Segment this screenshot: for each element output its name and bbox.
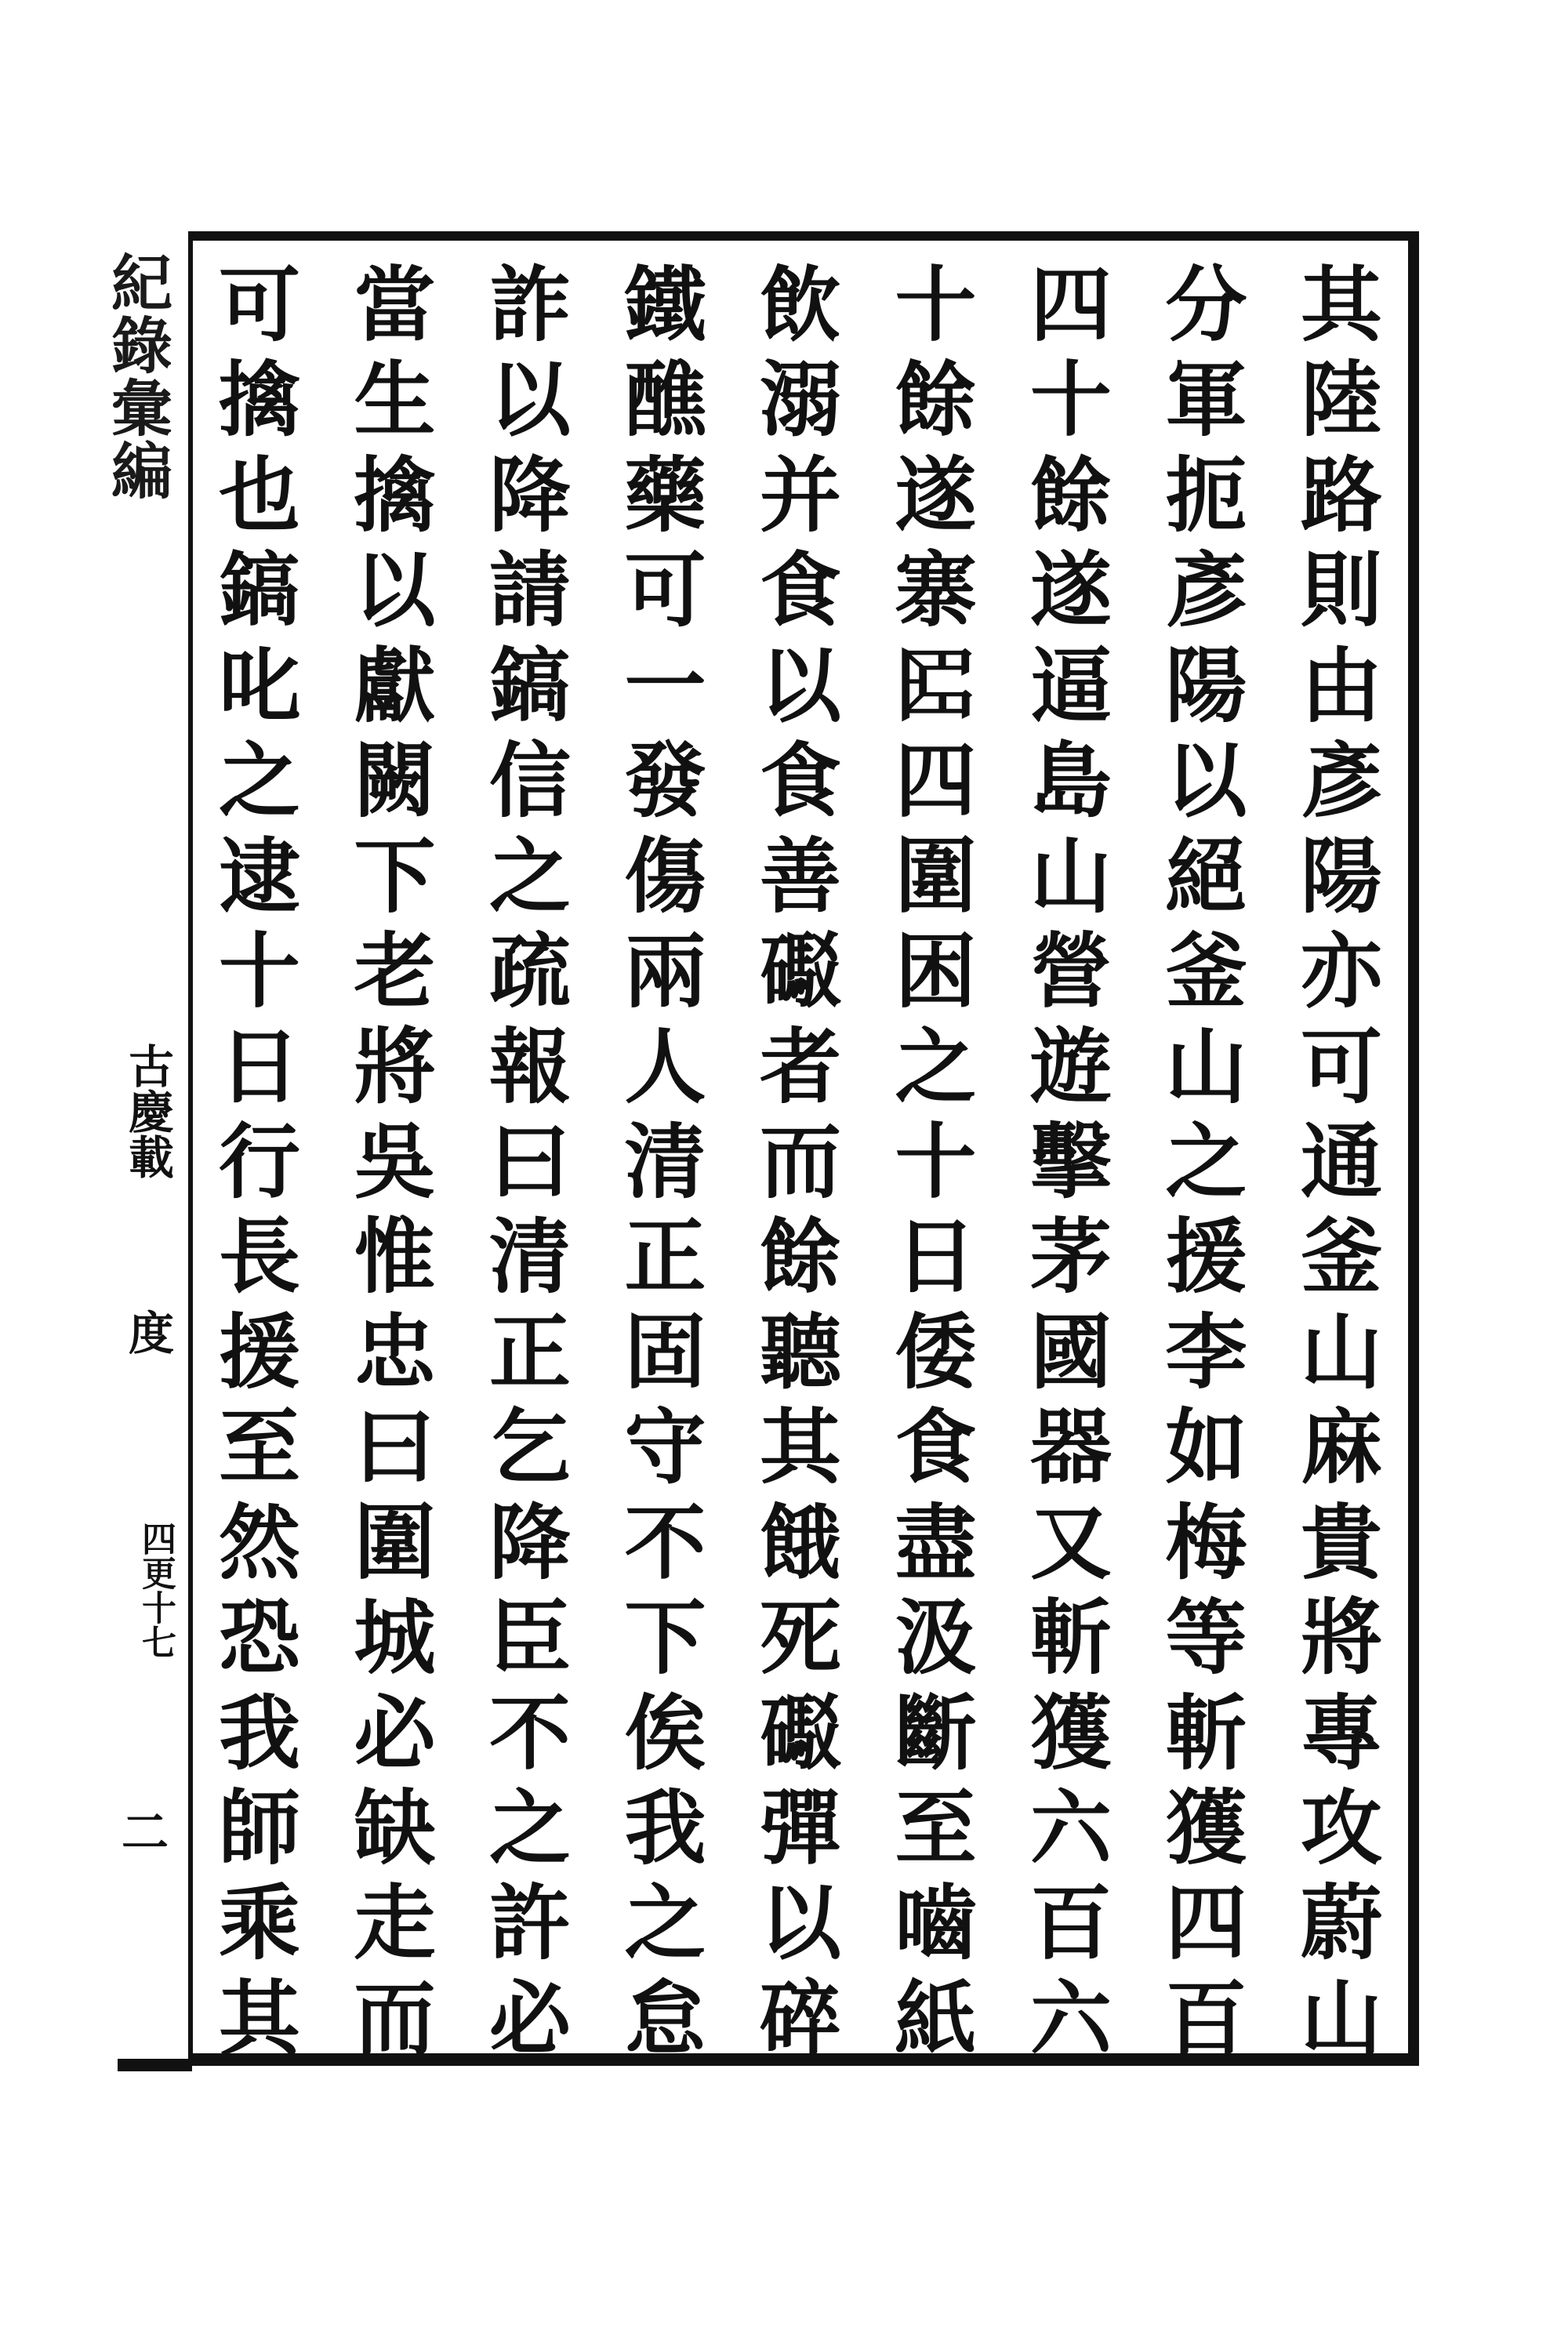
text-column — [328, 256, 462, 2067]
text-character: 十 — [1029, 351, 1112, 448]
text-character: 吳 — [354, 1112, 436, 1210]
text-character: 食 — [759, 732, 841, 829]
page-margin — [102, 251, 180, 2038]
text-character: 茅 — [1029, 1208, 1112, 1305]
text-character: 下 — [624, 1589, 706, 1686]
text-character: 擒 — [354, 446, 436, 543]
margin-folio-number: 二 — [122, 1806, 169, 1860]
text-character: 營 — [1029, 923, 1112, 1020]
text-character: 十 — [895, 256, 977, 353]
text-character: 曰 — [354, 1399, 436, 1496]
text-character: 怠 — [624, 1969, 706, 2067]
text-character: 飲 — [759, 256, 841, 353]
text-character: 遂 — [1029, 542, 1112, 639]
text-character: 獲 — [1029, 1684, 1112, 1781]
text-character: 之 — [895, 1018, 977, 1115]
text-character: 紙 — [895, 1969, 977, 2067]
text-character: 餓 — [759, 1494, 841, 1591]
text-character: 將 — [354, 1018, 436, 1115]
text-character: 缺 — [354, 1780, 436, 1876]
text-character: 山 — [1300, 1969, 1382, 2067]
text-character: 乘 — [218, 1875, 300, 1972]
text-character: 攻 — [1300, 1780, 1382, 1876]
margin-book-title: 紀錄彙編 — [101, 251, 172, 502]
text-character: 以 — [354, 542, 436, 639]
margin-chapter: 古慶載 — [121, 1043, 174, 1179]
text-character: 山 — [1165, 1018, 1247, 1115]
text-character: 困 — [895, 923, 977, 1020]
text-character: 又 — [1029, 1494, 1112, 1591]
text-character: 逮 — [218, 827, 300, 924]
text-character: 扼 — [1165, 446, 1247, 543]
text-character: 并 — [759, 446, 841, 543]
text-character: 盡 — [895, 1494, 977, 1591]
text-character: 陽 — [1300, 827, 1382, 924]
text-character: 報 — [488, 1018, 571, 1115]
text-column — [1275, 256, 1408, 2067]
text-character: 惟 — [354, 1208, 436, 1305]
text-character: 山 — [1029, 827, 1112, 924]
text-character: 獲 — [1165, 1780, 1247, 1876]
text-character: 汲 — [895, 1589, 977, 1686]
text-character: 曰 — [488, 1112, 571, 1210]
text-character: 可 — [218, 256, 300, 353]
text-character: 亦 — [1300, 923, 1382, 1020]
text-character: 礟 — [759, 923, 841, 1020]
text-character: 之 — [218, 732, 300, 829]
text-character: 十 — [895, 1112, 977, 1210]
text-character: 守 — [624, 1399, 706, 1496]
text-character: 百 — [1029, 1875, 1112, 1972]
text-character: 者 — [759, 1018, 841, 1115]
text-character: 山 — [1300, 1303, 1382, 1400]
text-character: 善 — [759, 827, 841, 924]
text-character: 乞 — [488, 1399, 571, 1496]
text-character: 清 — [624, 1112, 706, 1210]
text-character: 請 — [488, 542, 571, 639]
text-character: 寨 — [895, 542, 977, 639]
text-character: 六 — [1029, 1780, 1112, 1876]
text-character: 釜 — [1165, 923, 1247, 1020]
text-character: 恐 — [218, 1589, 300, 1686]
text-character: 降 — [488, 1494, 571, 1591]
text-character: 器 — [1029, 1399, 1112, 1496]
text-character: 彈 — [759, 1780, 841, 1876]
text-character: 麻 — [1300, 1399, 1382, 1496]
text-character: 日 — [895, 1208, 977, 1305]
text-character: 以 — [1165, 732, 1247, 829]
text-character: 以 — [759, 1875, 841, 1972]
text-character: 死 — [759, 1589, 841, 1686]
text-character: 彥 — [1300, 732, 1382, 829]
text-character: 不 — [624, 1494, 706, 1591]
text-character: 醮 — [624, 351, 706, 448]
text-character: 食 — [759, 542, 841, 639]
text-character: 老 — [354, 923, 436, 1020]
text-character: 𠥓 — [895, 637, 977, 734]
text-character: 藥 — [624, 446, 706, 543]
text-character: 逼 — [1029, 637, 1112, 734]
text-character: 叱 — [218, 637, 300, 734]
text-character: 專 — [1300, 1684, 1382, 1781]
text-character: 聽 — [759, 1303, 841, 1400]
text-character: 援 — [1165, 1208, 1247, 1305]
text-character: 分 — [1165, 256, 1247, 353]
text-character: 釜 — [1300, 1208, 1382, 1305]
text-character: 軍 — [1165, 351, 1247, 448]
text-character: 等 — [1165, 1589, 1247, 1686]
text-character: 正 — [488, 1303, 571, 1400]
text-character: 擊 — [1029, 1112, 1112, 1210]
text-character: 路 — [1300, 446, 1382, 543]
text-character: 溺 — [759, 351, 841, 448]
text-character: 李 — [1165, 1303, 1247, 1400]
text-character: 師 — [218, 1780, 300, 1876]
text-character: 通 — [1300, 1112, 1382, 1210]
text-character: 則 — [1300, 542, 1382, 639]
text-character: 其 — [218, 1969, 300, 2067]
text-character: 以 — [759, 637, 841, 734]
text-character: 正 — [624, 1208, 706, 1305]
text-character: 倭 — [895, 1303, 977, 1400]
text-character: 礟 — [759, 1684, 841, 1781]
text-character: 至 — [895, 1780, 977, 1876]
text-character: 清 — [488, 1208, 571, 1305]
frame-bottom-mark — [118, 2059, 192, 2071]
text-column — [869, 256, 1003, 2067]
text-character: 可 — [1300, 1018, 1382, 1115]
text-character: 餘 — [1029, 446, 1112, 543]
text-character: 走 — [354, 1875, 436, 1972]
text-character: 生 — [354, 351, 436, 448]
text-character: 四 — [1165, 1875, 1247, 1972]
margin-section: 度 — [121, 1309, 174, 1355]
text-character: 食 — [895, 1399, 977, 1496]
text-character: 我 — [624, 1780, 706, 1876]
text-columns — [193, 241, 1408, 2067]
text-character: 六 — [1029, 1969, 1112, 2067]
text-character: 疏 — [488, 923, 571, 1020]
text-character: 然 — [218, 1494, 300, 1591]
text-character: 以 — [488, 351, 571, 448]
text-character: 彥 — [1165, 542, 1247, 639]
text-character: 固 — [624, 1303, 706, 1400]
text-character: 之 — [624, 1875, 706, 1972]
margin-page-label: 四更十七 — [136, 1521, 176, 1659]
text-character: 國 — [1029, 1303, 1112, 1400]
text-character: 信 — [488, 732, 571, 829]
text-character: 鐵 — [624, 256, 706, 353]
text-frame — [188, 231, 1419, 2066]
text-character: 人 — [624, 1018, 706, 1115]
text-character: 梅 — [1165, 1494, 1247, 1591]
text-character: 長 — [218, 1208, 300, 1305]
text-character: 而 — [759, 1112, 841, 1210]
text-character: 之 — [488, 827, 571, 924]
text-character: 忠 — [354, 1303, 436, 1400]
text-column — [1140, 256, 1273, 2067]
text-character: 獻 — [354, 637, 436, 734]
text-character: 降 — [488, 446, 571, 543]
text-column — [734, 256, 867, 2067]
text-character: 詐 — [488, 256, 571, 353]
text-character: 援 — [218, 1303, 300, 1400]
text-character: 餘 — [895, 351, 977, 448]
text-character: 發 — [624, 732, 706, 829]
text-character: 之 — [1165, 1112, 1247, 1210]
text-character: 鎬 — [488, 637, 571, 734]
text-character: 行 — [218, 1112, 300, 1210]
text-character: 當 — [354, 256, 436, 353]
text-character: 必 — [488, 1969, 571, 2067]
text-character: 四 — [895, 732, 977, 829]
text-character: 碎 — [759, 1969, 841, 2067]
text-character: 百 — [1165, 1969, 1247, 2067]
text-character: 兩 — [624, 923, 706, 1020]
text-character: 餘 — [759, 1208, 841, 1305]
text-character: 圍 — [354, 1494, 436, 1591]
text-character: 而 — [354, 1969, 436, 2067]
text-character: 嚙 — [895, 1875, 977, 1972]
text-character: 下 — [354, 827, 436, 924]
text-character: 擒 — [218, 351, 300, 448]
text-character: 陸 — [1300, 351, 1382, 448]
text-character: 日 — [218, 1018, 300, 1115]
text-character: 斬 — [1029, 1589, 1112, 1686]
text-character: 十 — [218, 923, 300, 1020]
text-character: 我 — [218, 1684, 300, 1781]
text-character: 可 — [624, 542, 706, 639]
text-character: 不 — [488, 1684, 571, 1781]
text-character: 闕 — [354, 732, 436, 829]
text-character: 遊 — [1029, 1018, 1112, 1115]
text-character: 如 — [1165, 1399, 1247, 1496]
text-character: 也 — [218, 446, 300, 543]
text-character: 其 — [759, 1399, 841, 1496]
text-character: 絕 — [1165, 827, 1247, 924]
text-character: 由 — [1300, 637, 1382, 734]
text-character: 圍 — [895, 827, 977, 924]
text-character: 傷 — [624, 827, 706, 924]
text-character: 臣 — [488, 1589, 571, 1686]
text-character: 城 — [354, 1589, 436, 1686]
text-character: 蔚 — [1300, 1875, 1382, 1972]
text-character: 許 — [488, 1875, 571, 1972]
text-character: 島 — [1029, 732, 1112, 829]
text-character: 其 — [1300, 256, 1382, 353]
text-column — [599, 256, 732, 2067]
text-character: 一 — [624, 637, 706, 734]
text-character: 遂 — [895, 446, 977, 543]
text-character: 斬 — [1165, 1684, 1247, 1781]
text-character: 至 — [218, 1399, 300, 1496]
text-column — [1004, 256, 1138, 2067]
text-column — [193, 256, 326, 2067]
text-character: 鎬 — [218, 542, 300, 639]
text-column — [463, 256, 597, 2067]
text-character: 貴 — [1300, 1494, 1382, 1591]
text-character: 四 — [1029, 256, 1112, 353]
text-character: 必 — [354, 1684, 436, 1781]
text-character: 陽 — [1165, 637, 1247, 734]
text-character: 斷 — [895, 1684, 977, 1781]
text-character: 將 — [1300, 1589, 1382, 1686]
text-character: 之 — [488, 1780, 571, 1876]
text-character: 俟 — [624, 1684, 706, 1781]
